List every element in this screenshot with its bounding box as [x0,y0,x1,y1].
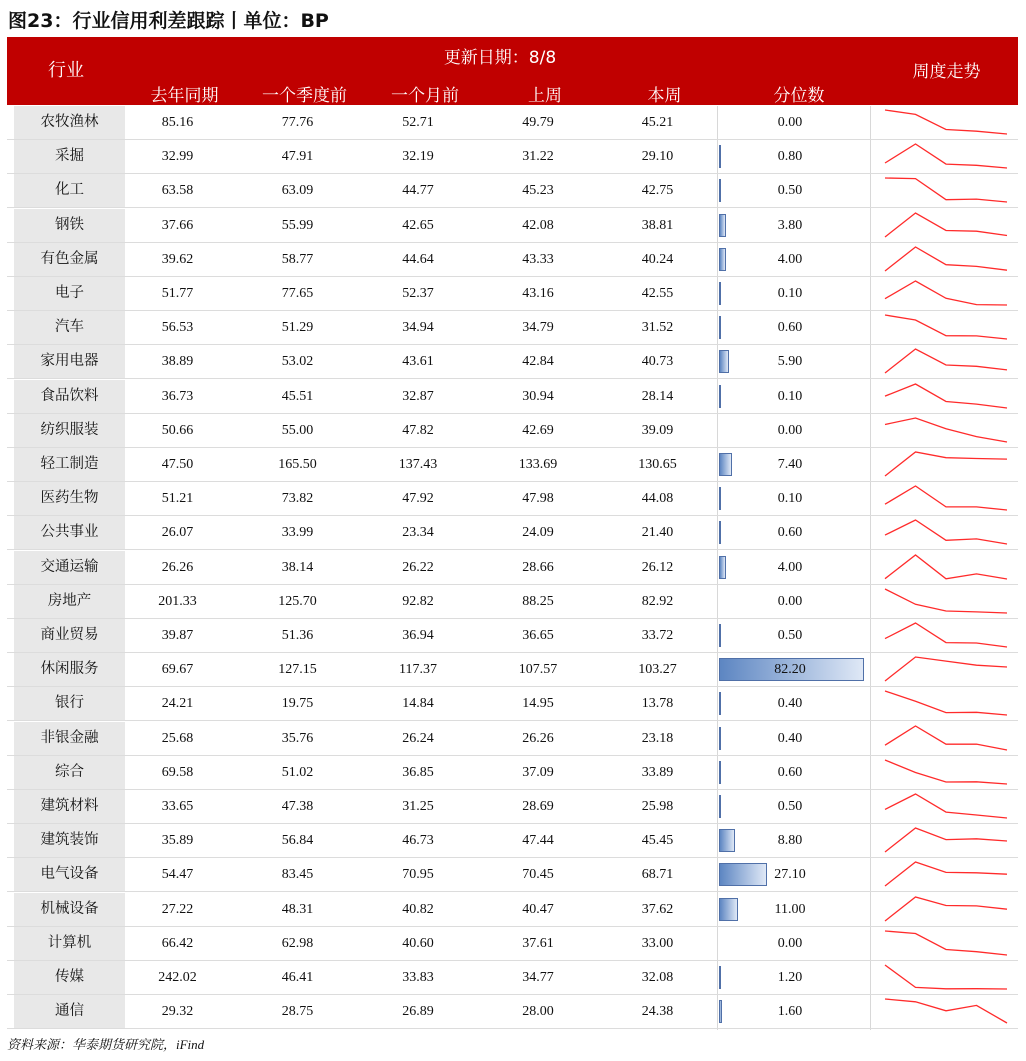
value-cell: 29.32 [161,1004,194,1020]
value-cell: 26.26 [161,559,194,575]
percentile-value: 11.00 [774,901,806,917]
value-cell: 33.72 [641,628,674,643]
value-cell: 88.25 [522,593,554,609]
value-cell: 45.45 [641,833,674,849]
value-cell: 14.95 [522,696,554,712]
trend-sparkline [883,927,1009,960]
col-header-percentile: 分位数 [773,86,825,106]
table-row [7,209,1018,243]
value-cell: 44.77 [402,183,434,199]
trend-sparkline [883,995,1009,1028]
table-row [7,653,1018,687]
value-cell: 51.21 [161,491,194,507]
value-cell: 33.00 [641,935,674,951]
table-row [7,824,1018,858]
industry-cell: 传媒 [14,961,125,994]
table-row [7,106,1018,140]
trend-sparkline [883,311,1009,344]
col-header-this-week: 本周 [647,86,682,106]
trend-line [885,965,1007,989]
trend-sparkline [883,482,1009,515]
value-cell: 34.94 [402,320,434,336]
industry-cell: 化工 [14,174,125,207]
trend-line [885,657,1007,681]
value-cell: 25.98 [641,799,674,814]
trend-sparkline [883,722,1009,755]
industry-cell: 电子 [14,277,125,310]
value-cell: 28.66 [522,559,554,575]
table-row [7,585,1018,619]
table-header [7,37,1018,105]
trend-sparkline [883,516,1009,549]
percentile-value: 0.50 [777,183,803,199]
percentile-value: 1.60 [777,1004,803,1020]
value-cell: 28.69 [522,799,554,814]
industry-cell: 食品饮料 [14,380,125,413]
industry-cell: 建筑材料 [14,790,125,823]
percentile-value: 5.90 [777,354,803,370]
value-cell: 46.41 [281,970,314,985]
trend-sparkline [883,380,1009,413]
value-cell: 56.53 [161,320,194,336]
value-cell: 40.47 [522,901,554,917]
value-cell: 83.45 [281,867,314,883]
value-cell: 38.14 [281,559,314,575]
industry-cell: 钢铁 [14,209,125,242]
value-cell: 62.98 [281,935,314,951]
trend-sparkline [883,448,1009,481]
value-cell: 29.10 [641,149,674,165]
percentile-value: 3.80 [777,217,803,233]
value-cell: 47.50 [161,457,194,472]
value-cell: 32.87 [402,388,434,404]
value-cell: 46.73 [402,833,434,849]
trend-line [885,418,1007,442]
trend-sparkline [883,277,1009,310]
value-cell: 52.37 [402,286,434,301]
trend-line [885,862,1007,886]
trend-sparkline [883,756,1009,789]
value-cell: 24.21 [161,696,194,712]
value-cell: 70.95 [402,867,434,883]
value-cell: 42.65 [402,217,434,233]
value-cell: 39.87 [161,628,194,643]
table-row [7,722,1018,756]
value-cell: 68.71 [641,867,674,883]
value-cell: 127.15 [278,662,317,678]
value-cell: 55.00 [281,422,314,438]
value-cell: 32.19 [402,149,434,165]
percentile-value: 0.10 [777,286,803,301]
trend-sparkline [883,893,1009,926]
value-cell: 42.69 [522,422,554,438]
value-cell: 34.77 [522,970,554,985]
value-cell: 51.77 [161,286,194,301]
trend-sparkline [883,414,1009,447]
value-cell: 43.33 [522,251,554,267]
value-cell: 36.73 [161,388,194,404]
percentile-value: 8.80 [777,833,803,849]
trend-sparkline [883,174,1009,207]
value-cell: 107.57 [518,662,558,678]
value-cell: 52.71 [402,115,434,130]
value-cell: 125.70 [278,593,317,609]
value-cell: 45.51 [281,388,314,404]
value-cell: 165.50 [278,457,317,472]
value-cell: 42.08 [522,217,554,233]
value-cell: 26.22 [402,559,434,575]
percentile-value: 0.00 [777,422,803,438]
industry-cell: 计算机 [14,927,125,960]
industry-cell: 建筑装饰 [14,824,125,857]
percentile-value: 0.40 [777,730,803,746]
percentile-value: 0.60 [777,525,803,541]
value-cell: 30.94 [522,388,554,404]
col-header-quarter-ago: 一个季度前 [262,86,347,106]
trend-line [885,691,1007,715]
value-cell: 37.62 [641,901,674,917]
table-row [7,140,1018,174]
percentile-value: 0.10 [777,491,803,507]
trend-line [885,760,1007,784]
value-cell: 45.23 [522,183,554,199]
value-cell: 49.79 [522,115,554,130]
value-cell: 36.65 [522,628,554,643]
value-cell: 38.81 [641,217,674,233]
trend-header: 周度走势 [912,62,981,82]
percentile-value: 0.00 [777,115,803,130]
value-cell: 53.02 [281,354,314,370]
value-cell: 73.82 [281,491,314,507]
value-cell: 19.75 [281,696,314,712]
value-cell: 27.22 [161,901,194,917]
value-cell: 40.73 [641,354,674,370]
table-row [7,551,1018,585]
trend-sparkline [883,345,1009,378]
value-cell: 31.22 [522,149,554,165]
industry-cell: 有色金属 [14,243,125,276]
value-cell: 21.40 [641,525,674,541]
percentile-value: 1.20 [777,970,803,985]
table-row [7,995,1018,1029]
value-cell: 77.76 [281,115,314,130]
table-row [7,414,1018,448]
value-cell: 37.66 [161,217,194,233]
percentile-value: 0.50 [777,628,803,643]
value-cell: 26.24 [402,730,434,746]
value-cell: 47.82 [402,422,434,438]
trend-line [885,623,1007,647]
value-cell: 103.27 [638,662,677,678]
value-cell: 43.16 [522,286,554,301]
industry-cell: 商业贸易 [14,619,125,652]
industry-cell: 综合 [14,756,125,789]
table-row [7,311,1018,345]
value-cell: 85.16 [161,115,194,130]
table-row [7,448,1018,482]
table-row [7,858,1018,892]
col-header-month-ago: 一个月前 [391,86,459,106]
table-row [7,756,1018,790]
value-cell: 82.92 [641,593,674,609]
percentile-value: 0.50 [777,799,803,814]
value-cell: 51.02 [281,764,314,780]
update-date-header: 更新日期：8/8 [443,48,557,68]
value-cell: 32.99 [161,149,194,165]
value-cell: 23.18 [641,730,674,746]
value-cell: 36.85 [402,764,434,780]
table-row [7,174,1018,208]
value-cell: 43.61 [402,354,434,370]
value-cell: 70.45 [522,867,554,883]
trend-line [885,315,1007,339]
percentile-value: 0.40 [777,696,803,712]
trend-sparkline [883,243,1009,276]
trend-sparkline [883,585,1009,618]
trend-line [885,520,1007,544]
industry-cell: 银行 [14,687,125,720]
value-cell: 63.09 [281,183,314,199]
industry-header: 行业 [48,60,84,81]
value-cell: 47.38 [281,799,314,814]
table-row [7,961,1018,995]
industry-cell: 纺织服装 [14,414,125,447]
value-cell: 28.14 [641,388,674,404]
industry-cell: 轻工制造 [14,448,125,481]
industry-cell: 通信 [14,995,125,1028]
trend-line [885,897,1007,921]
value-cell: 42.55 [641,286,674,301]
value-cell: 39.62 [161,251,194,267]
industry-cell: 交通运输 [14,551,125,584]
value-cell: 130.65 [638,457,677,472]
value-cell: 45.21 [641,115,674,130]
value-cell: 63.58 [161,183,194,199]
trend-sparkline [883,790,1009,823]
value-cell: 26.12 [641,559,674,575]
value-cell: 38.89 [161,354,194,370]
trend-line [885,794,1007,818]
value-cell: 36.94 [402,628,434,643]
value-cell: 34.79 [522,320,554,336]
trend-sparkline [883,106,1009,139]
value-cell: 242.02 [158,970,197,985]
trend-line [885,247,1007,271]
trend-line [885,931,1007,955]
trend-sparkline [883,653,1009,686]
industry-cell: 非银金融 [14,722,125,755]
col-header-last-week: 上周 [528,86,562,106]
trend-line [885,828,1007,852]
industry-cell: 机械设备 [14,893,125,926]
trend-line [885,110,1007,134]
percentile-value: 0.60 [777,320,803,336]
percentile-value: 0.00 [777,593,803,609]
trend-line [885,349,1007,373]
percentile-value: 82.20 [774,662,806,678]
source-note: 资料来源：华泰期货研究院，iFind [7,1037,205,1052]
industry-cell: 电气设备 [14,858,125,891]
table-row [7,516,1018,550]
value-cell: 23.34 [402,525,434,541]
percentile-value: 27.10 [774,867,806,883]
trend-line [885,555,1007,579]
industry-cell: 采掘 [14,140,125,173]
value-cell: 117.37 [399,662,437,678]
value-cell: 33.83 [402,970,434,985]
trend-line [885,281,1007,305]
industry-cell: 休闲服务 [14,653,125,686]
value-cell: 26.07 [161,525,194,541]
trend-line [885,589,1007,613]
trend-sparkline [883,551,1009,584]
value-cell: 14.84 [402,696,434,712]
value-cell: 51.36 [281,628,314,643]
value-cell: 39.09 [641,422,674,438]
value-cell: 33.65 [161,799,194,814]
percentile-value: 0.60 [777,764,803,780]
trend-sparkline [883,209,1009,242]
value-cell: 33.99 [281,525,314,541]
value-cell: 13.78 [641,696,674,712]
industry-cell: 汽车 [14,311,125,344]
col-header-year-ago: 去年同期 [150,86,219,106]
table-row [7,687,1018,721]
value-cell: 54.47 [161,867,194,883]
table-row [7,790,1018,824]
table-row [7,345,1018,379]
value-cell: 33.89 [641,764,674,780]
value-cell: 69.67 [161,662,194,678]
value-cell: 50.66 [161,422,194,438]
trend-sparkline [883,619,1009,652]
percentile-value: 4.00 [777,251,803,267]
value-cell: 26.26 [522,730,554,746]
industry-cell: 公共事业 [14,516,125,549]
value-cell: 37.61 [522,935,554,951]
trend-sparkline [883,140,1009,173]
value-cell: 69.58 [161,764,194,780]
value-cell: 37.09 [522,764,554,780]
value-cell: 66.42 [161,935,194,951]
value-cell: 133.69 [518,457,558,472]
value-cell: 25.68 [161,730,194,746]
percentile-value: 7.40 [777,457,803,472]
table-row [7,893,1018,927]
value-cell: 40.24 [641,251,674,267]
trend-line [885,486,1007,510]
table-row [7,619,1018,653]
value-cell: 58.77 [281,251,314,267]
value-cell: 31.52 [641,320,674,336]
value-cell: 47.91 [281,149,314,165]
trend-line [885,213,1007,237]
value-cell: 35.89 [161,833,194,849]
trend-sparkline [883,687,1009,720]
value-cell: 24.09 [522,525,554,541]
value-cell: 28.75 [281,1004,314,1020]
value-cell: 32.08 [641,970,674,985]
value-cell: 55.99 [281,217,314,233]
table-row [7,482,1018,516]
value-cell: 137.43 [398,457,438,472]
value-cell: 47.92 [402,491,434,507]
value-cell: 48.31 [281,901,314,917]
industry-cell: 房地产 [14,585,125,618]
table-row [7,927,1018,961]
value-cell: 24.38 [641,1004,674,1020]
table-row [7,277,1018,311]
value-cell: 77.65 [281,286,314,301]
value-cell: 26.89 [402,1004,434,1020]
value-cell: 47.44 [522,833,554,849]
value-cell: 42.84 [522,354,554,370]
trend-line [885,178,1007,202]
trend-line [885,144,1007,168]
trend-sparkline [883,858,1009,891]
value-cell: 92.82 [402,593,434,609]
trend-sparkline [883,824,1009,857]
value-cell: 40.82 [402,901,434,917]
table-row [7,243,1018,277]
percentile-value: 0.80 [777,149,803,165]
value-cell: 44.64 [402,251,434,267]
value-cell: 42.75 [641,183,674,199]
percentile-value: 0.00 [777,935,803,951]
value-cell: 40.60 [402,935,434,951]
trend-line [885,452,1007,476]
value-cell: 47.98 [522,491,554,507]
trend-line [885,999,1007,1023]
trend-line [885,384,1007,408]
trend-line [885,726,1007,750]
industry-cell: 农牧渔林 [14,106,125,139]
trend-sparkline [883,961,1009,994]
value-cell: 44.08 [641,491,674,507]
value-cell: 51.29 [281,320,314,336]
value-cell: 28.00 [522,1004,554,1020]
value-cell: 31.25 [402,799,434,814]
industry-cell: 医药生物 [14,482,125,515]
figure-title: 图23：行业信用利差跟踪丨单位：BP [8,10,329,32]
value-cell: 35.76 [281,730,314,746]
industry-cell: 家用电器 [14,345,125,378]
table-row [7,380,1018,414]
value-cell: 56.84 [281,833,314,849]
value-cell: 201.33 [158,593,197,609]
percentile-value: 4.00 [777,559,803,575]
percentile-value: 0.10 [777,388,803,404]
